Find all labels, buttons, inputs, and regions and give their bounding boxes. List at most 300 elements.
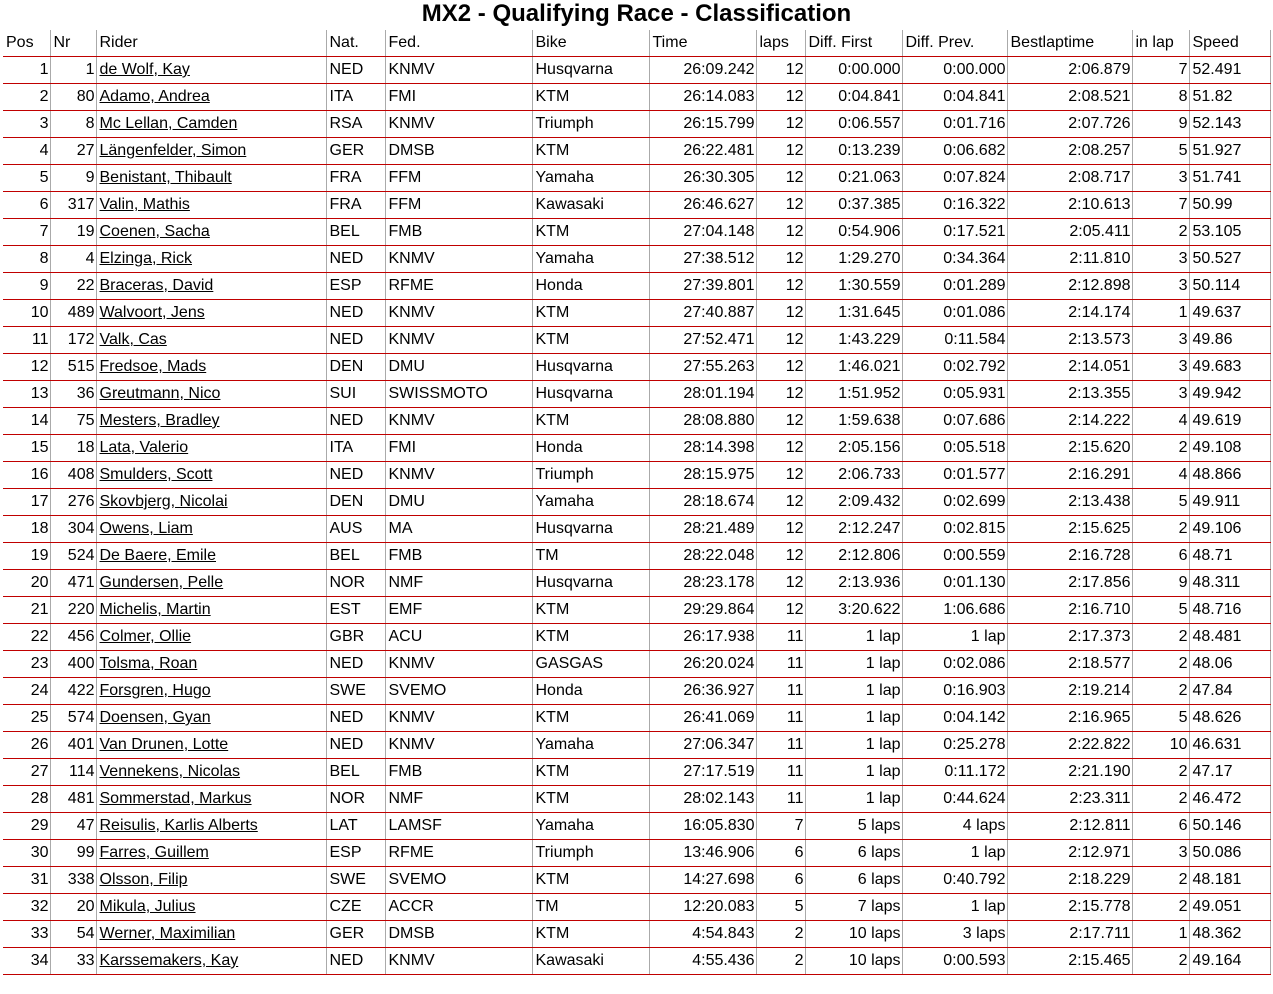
rider-link[interactable]: de Wolf, Kay [99, 61, 190, 78]
cell-time: 27:52.471 [649, 327, 756, 354]
rider-link[interactable]: Smulders, Scott [99, 466, 213, 483]
cell-in-lap: 5 [1132, 489, 1189, 516]
cell-pos: 4 [3, 138, 50, 165]
cell-diff-first: 2:13.936 [805, 570, 902, 597]
cell-time: 27:38.512 [649, 246, 756, 273]
cell-in-lap: 6 [1132, 813, 1189, 840]
cell-speed: 49.164 [1189, 948, 1270, 975]
cell-rider [96, 219, 326, 246]
rider-link[interactable]: Gundersen, Pelle [99, 574, 224, 591]
rider-link[interactable]: Greutmann, Nico [99, 385, 221, 402]
table-row [3, 678, 1270, 705]
table-row [3, 219, 1270, 246]
cell-nr: 471 [50, 570, 96, 597]
cell-in-lap: 1 [1132, 300, 1189, 327]
cell-nat: NED [326, 651, 385, 678]
rider-link[interactable]: Benistant, Thibault [99, 169, 232, 186]
cell-in-lap: 8 [1132, 84, 1189, 111]
cell-in-lap: 2 [1132, 219, 1189, 246]
table-row [3, 462, 1270, 489]
cell-bestlaptime: 2:08.717 [1007, 165, 1132, 192]
cell-rider [96, 732, 326, 759]
cell-time: 26:14.083 [649, 84, 756, 111]
rider-link[interactable]: Mc Lellan, Camden [99, 115, 238, 132]
cell-diff-first: 0:06.557 [805, 111, 902, 138]
cell-laps: 12 [756, 435, 805, 462]
cell-nat: SWE [326, 678, 385, 705]
cell-diff-first: 0:54.906 [805, 219, 902, 246]
rider-link[interactable]: Sommerstad, Markus [99, 790, 252, 807]
cell-rider [96, 786, 326, 813]
cell-diff-prev: 1:06.686 [902, 597, 1007, 624]
cell-diff-prev: 0:16.903 [902, 678, 1007, 705]
cell-fed: KNMV [385, 408, 532, 435]
cell-diff-prev: 4 laps [902, 813, 1007, 840]
cell-nr: 408 [50, 462, 96, 489]
cell-pos: 23 [3, 651, 50, 678]
rider-link[interactable]: Skovbjerg, Nicolai [99, 493, 228, 510]
cell-nat: DEN [326, 354, 385, 381]
cell-fed: RFME [385, 273, 532, 300]
cell-speed: 48.71 [1189, 543, 1270, 570]
cell-rider [96, 678, 326, 705]
cell-diff-first: 2:05.156 [805, 435, 902, 462]
rider-link[interactable]: Fredsoe, Mads [99, 358, 207, 375]
rider-link[interactable]: Braceras, David [99, 277, 214, 294]
cell-laps: 6 [756, 840, 805, 867]
cell-nr: 99 [50, 840, 96, 867]
cell-time: 27:06.347 [649, 732, 756, 759]
cell-diff-first: 1 lap [805, 759, 902, 786]
cell-in-lap: 6 [1132, 543, 1189, 570]
cell-bestlaptime: 2:13.438 [1007, 489, 1132, 516]
cell-fed: SWISSMOTO [385, 381, 532, 408]
cell-pos: 27 [3, 759, 50, 786]
cell-diff-first: 2:06.733 [805, 462, 902, 489]
cell-pos: 3 [3, 111, 50, 138]
cell-bike: KTM [532, 921, 649, 948]
cell-bestlaptime: 2:16.728 [1007, 543, 1132, 570]
cell-nr: 276 [50, 489, 96, 516]
cell-pos: 15 [3, 435, 50, 462]
cell-rider [96, 516, 326, 543]
rider-link[interactable]: Michelis, Martin [99, 601, 211, 618]
rider-link[interactable]: Karssemakers, Kay [99, 952, 239, 969]
cell-pos: 29 [3, 813, 50, 840]
cell-in-lap: 1 [1132, 921, 1189, 948]
cell-diff-prev: 0:07.686 [902, 408, 1007, 435]
cell-bike: Triumph [532, 840, 649, 867]
cell-laps: 11 [756, 651, 805, 678]
cell-bestlaptime: 2:12.811 [1007, 813, 1132, 840]
cell-laps: 12 [756, 219, 805, 246]
rider-link[interactable]: Tolsma, Roan [99, 655, 198, 672]
cell-in-lap: 2 [1132, 678, 1189, 705]
cell-bike: Yamaha [532, 732, 649, 759]
cell-speed: 50.146 [1189, 813, 1270, 840]
cell-speed: 52.143 [1189, 111, 1270, 138]
cell-pos: 28 [3, 786, 50, 813]
rider-link[interactable]: Farres, Guillem [99, 844, 209, 861]
cell-laps: 11 [756, 678, 805, 705]
cell-bestlaptime: 2:18.229 [1007, 867, 1132, 894]
col-header-laps: laps [756, 30, 805, 57]
cell-in-lap: 3 [1132, 246, 1189, 273]
rider-link[interactable]: Olsson, Filip [99, 871, 188, 888]
cell-fed: MA [385, 516, 532, 543]
cell-diff-first: 2:12.247 [805, 516, 902, 543]
cell-pos: 18 [3, 516, 50, 543]
cell-fed: DMU [385, 489, 532, 516]
cell-diff-first: 0:37.385 [805, 192, 902, 219]
cell-rider [96, 327, 326, 354]
cell-time: 27:40.887 [649, 300, 756, 327]
cell-nat: EST [326, 597, 385, 624]
cell-time: 28:23.178 [649, 570, 756, 597]
cell-pos: 2 [3, 84, 50, 111]
cell-bike: TM [532, 543, 649, 570]
cell-laps: 7 [756, 813, 805, 840]
cell-time: 14:27.698 [649, 867, 756, 894]
cell-pos: 24 [3, 678, 50, 705]
cell-bestlaptime: 2:12.898 [1007, 273, 1132, 300]
cell-fed: NMF [385, 786, 532, 813]
cell-time: 26:46.627 [649, 192, 756, 219]
cell-speed: 50.086 [1189, 840, 1270, 867]
cell-speed: 48.362 [1189, 921, 1270, 948]
cell-bestlaptime: 2:16.291 [1007, 462, 1132, 489]
table-row [3, 408, 1270, 435]
cell-fed: KNMV [385, 300, 532, 327]
cell-speed: 48.481 [1189, 624, 1270, 651]
cell-laps: 12 [756, 192, 805, 219]
cell-fed: FMI [385, 435, 532, 462]
cell-fed: DMSB [385, 138, 532, 165]
cell-nr: 489 [50, 300, 96, 327]
cell-bike: TM [532, 894, 649, 921]
table-row [3, 192, 1270, 219]
cell-laps: 12 [756, 246, 805, 273]
rider-link[interactable]: Owens, Liam [99, 520, 193, 537]
cell-time: 26:41.069 [649, 705, 756, 732]
cell-nat: ITA [326, 84, 385, 111]
cell-in-lap: 9 [1132, 111, 1189, 138]
cell-bike: Husqvarna [532, 570, 649, 597]
cell-speed: 48.866 [1189, 462, 1270, 489]
cell-speed: 49.683 [1189, 354, 1270, 381]
cell-rider [96, 246, 326, 273]
cell-diff-first: 0:00.000 [805, 57, 902, 84]
cell-rider [96, 462, 326, 489]
cell-fed: KNMV [385, 462, 532, 489]
rider-link[interactable]: Mikula, Julius [99, 898, 196, 915]
cell-speed: 49.619 [1189, 408, 1270, 435]
cell-bike: Husqvarna [532, 381, 649, 408]
cell-laps: 11 [756, 732, 805, 759]
cell-nat: NED [326, 408, 385, 435]
table-row [3, 273, 1270, 300]
cell-fed: ACCR [385, 894, 532, 921]
cell-laps: 12 [756, 408, 805, 435]
cell-diff-prev: 1 lap [902, 624, 1007, 651]
cell-laps: 5 [756, 894, 805, 921]
table-row [3, 246, 1270, 273]
cell-bestlaptime: 2:21.190 [1007, 759, 1132, 786]
cell-bike: Triumph [532, 111, 649, 138]
cell-nr: 524 [50, 543, 96, 570]
rider-link[interactable]: Längenfelder, Simon [99, 142, 247, 159]
cell-nr: 401 [50, 732, 96, 759]
cell-diff-prev: 1 lap [902, 840, 1007, 867]
cell-nr: 19 [50, 219, 96, 246]
cell-bike: Husqvarna [532, 57, 649, 84]
cell-diff-first: 7 laps [805, 894, 902, 921]
cell-pos: 13 [3, 381, 50, 408]
cell-speed: 49.106 [1189, 516, 1270, 543]
cell-laps: 12 [756, 300, 805, 327]
cell-nr: 36 [50, 381, 96, 408]
cell-bestlaptime: 2:17.373 [1007, 624, 1132, 651]
cell-nr: 220 [50, 597, 96, 624]
cell-bestlaptime: 2:15.778 [1007, 894, 1132, 921]
cell-in-lap: 9 [1132, 570, 1189, 597]
cell-fed: KNMV [385, 948, 532, 975]
cell-in-lap: 2 [1132, 516, 1189, 543]
cell-in-lap: 3 [1132, 354, 1189, 381]
cell-speed: 50.527 [1189, 246, 1270, 273]
table-row [3, 867, 1270, 894]
rider-link[interactable]: Vennekens, Nicolas [99, 763, 241, 780]
cell-fed: SVEMO [385, 678, 532, 705]
cell-nat: NOR [326, 570, 385, 597]
cell-fed: LAMSF [385, 813, 532, 840]
cell-laps: 2 [756, 948, 805, 975]
rider-link[interactable]: Reisulis, Karlis Alberts [99, 817, 258, 834]
cell-fed: FFM [385, 165, 532, 192]
cell-diff-prev: 0:00.559 [902, 543, 1007, 570]
rider-link[interactable]: Mesters, Bradley [99, 412, 220, 429]
cell-pos: 22 [3, 624, 50, 651]
cell-fed: EMF [385, 597, 532, 624]
cell-fed: FMB [385, 219, 532, 246]
cell-diff-prev: 0:02.086 [902, 651, 1007, 678]
cell-laps: 12 [756, 273, 805, 300]
cell-in-lap: 2 [1132, 948, 1189, 975]
cell-speed: 47.17 [1189, 759, 1270, 786]
cell-bike: KTM [532, 327, 649, 354]
table-row [3, 84, 1270, 111]
cell-nat: NOR [326, 786, 385, 813]
cell-fed: FMB [385, 543, 532, 570]
cell-bestlaptime: 2:18.577 [1007, 651, 1132, 678]
cell-rider [96, 84, 326, 111]
cell-bestlaptime: 2:15.625 [1007, 516, 1132, 543]
cell-nr: 481 [50, 786, 96, 813]
cell-in-lap: 2 [1132, 651, 1189, 678]
cell-speed: 51.927 [1189, 138, 1270, 165]
cell-in-lap: 7 [1132, 57, 1189, 84]
rider-link[interactable]: Adamo, Andrea [99, 88, 210, 105]
cell-rider [96, 354, 326, 381]
cell-laps: 11 [756, 759, 805, 786]
cell-fed: FMB [385, 759, 532, 786]
cell-time: 28:01.194 [649, 381, 756, 408]
table-row [3, 57, 1270, 84]
table-row [3, 165, 1270, 192]
cell-bike: Kawasaki [532, 192, 649, 219]
cell-rider [96, 705, 326, 732]
cell-pos: 9 [3, 273, 50, 300]
cell-time: 26:30.305 [649, 165, 756, 192]
cell-time: 28:18.674 [649, 489, 756, 516]
cell-fed: DMSB [385, 921, 532, 948]
cell-nat: BEL [326, 219, 385, 246]
cell-rider [96, 651, 326, 678]
cell-nat: NED [326, 327, 385, 354]
cell-bestlaptime: 2:15.620 [1007, 435, 1132, 462]
cell-diff-prev: 0:01.289 [902, 273, 1007, 300]
cell-speed: 49.108 [1189, 435, 1270, 462]
cell-speed: 50.99 [1189, 192, 1270, 219]
cell-nat: DEN [326, 489, 385, 516]
cell-diff-prev: 0:17.521 [902, 219, 1007, 246]
cell-nr: 80 [50, 84, 96, 111]
cell-speed: 48.716 [1189, 597, 1270, 624]
cell-laps: 11 [756, 705, 805, 732]
cell-diff-prev: 3 laps [902, 921, 1007, 948]
cell-bike: KTM [532, 786, 649, 813]
cell-diff-first: 1:51.952 [805, 381, 902, 408]
cell-diff-prev: 0:01.577 [902, 462, 1007, 489]
cell-bestlaptime: 2:11.810 [1007, 246, 1132, 273]
cell-bestlaptime: 2:22.822 [1007, 732, 1132, 759]
rider-link[interactable]: Valin, Mathis [99, 196, 190, 213]
cell-diff-first: 1:30.559 [805, 273, 902, 300]
cell-speed: 48.06 [1189, 651, 1270, 678]
col-header-fed: Fed. [385, 30, 532, 57]
rider-link[interactable]: De Baere, Emile [99, 547, 216, 564]
cell-in-lap: 3 [1132, 165, 1189, 192]
cell-pos: 11 [3, 327, 50, 354]
cell-laps: 12 [756, 165, 805, 192]
cell-time: 26:17.938 [649, 624, 756, 651]
table-row [3, 840, 1270, 867]
table-row [3, 138, 1270, 165]
col-header-pos: Pos [3, 30, 50, 57]
cell-diff-first: 1:31.645 [805, 300, 902, 327]
table-row [3, 516, 1270, 543]
cell-bestlaptime: 2:14.222 [1007, 408, 1132, 435]
cell-nr: 27 [50, 138, 96, 165]
cell-diff-prev: 0:16.322 [902, 192, 1007, 219]
cell-diff-prev: 0:01.130 [902, 570, 1007, 597]
cell-time: 12:20.083 [649, 894, 756, 921]
cell-nat: NED [326, 705, 385, 732]
cell-speed: 48.626 [1189, 705, 1270, 732]
classification-table [3, 30, 1271, 975]
cell-bike: KTM [532, 219, 649, 246]
cell-time: 27:39.801 [649, 273, 756, 300]
cell-rider [96, 300, 326, 327]
rider-link[interactable]: Forsgren, Hugo [99, 682, 211, 699]
cell-nr: 54 [50, 921, 96, 948]
cell-diff-prev: 0:04.841 [902, 84, 1007, 111]
rider-link[interactable]: Valk, Cas [99, 331, 167, 348]
cell-time: 26:22.481 [649, 138, 756, 165]
cell-nat: NED [326, 948, 385, 975]
cell-diff-first: 1 lap [805, 678, 902, 705]
cell-diff-first: 0:13.239 [805, 138, 902, 165]
cell-laps: 12 [756, 489, 805, 516]
cell-time: 28:15.975 [649, 462, 756, 489]
rider-link[interactable]: Walvoort, Jens [99, 304, 205, 321]
table-row [3, 732, 1270, 759]
rider-link[interactable]: Lata, Valerio [99, 439, 189, 456]
rider-link[interactable]: Elzinga, Rick [99, 250, 192, 267]
cell-fed: KNMV [385, 705, 532, 732]
cell-bestlaptime: 2:19.214 [1007, 678, 1132, 705]
cell-diff-first: 2:09.432 [805, 489, 902, 516]
rider-link[interactable]: Doensen, Gyan [99, 709, 211, 726]
cell-in-lap: 3 [1132, 273, 1189, 300]
cell-diff-prev: 1 lap [902, 894, 1007, 921]
cell-speed: 46.631 [1189, 732, 1270, 759]
rider-link[interactable]: Coenen, Sacha [99, 223, 210, 240]
rider-link[interactable]: Werner, Maximilian [99, 925, 236, 942]
cell-diff-first: 0:04.841 [805, 84, 902, 111]
cell-diff-prev: 0:06.682 [902, 138, 1007, 165]
cell-nat: LAT [326, 813, 385, 840]
cell-fed: KNMV [385, 651, 532, 678]
cell-bestlaptime: 2:13.355 [1007, 381, 1132, 408]
cell-bike: Yamaha [532, 246, 649, 273]
cell-bestlaptime: 2:23.311 [1007, 786, 1132, 813]
cell-bike: Yamaha [532, 813, 649, 840]
cell-diff-first: 10 laps [805, 948, 902, 975]
cell-speed: 46.472 [1189, 786, 1270, 813]
cell-bike: KTM [532, 759, 649, 786]
cell-laps: 12 [756, 111, 805, 138]
cell-fed: RFME [385, 840, 532, 867]
table-row [3, 705, 1270, 732]
cell-bike: Honda [532, 435, 649, 462]
rider-link[interactable]: Colmer, Ollie [99, 628, 192, 645]
cell-laps: 6 [756, 867, 805, 894]
cell-diff-first: 1 lap [805, 705, 902, 732]
cell-speed: 47.84 [1189, 678, 1270, 705]
table-header-row [3, 30, 1270, 57]
cell-pos: 16 [3, 462, 50, 489]
rider-link[interactable]: Van Drunen, Lotte [99, 736, 229, 753]
cell-in-lap: 5 [1132, 138, 1189, 165]
cell-time: 26:20.024 [649, 651, 756, 678]
cell-pos: 19 [3, 543, 50, 570]
table-row [3, 894, 1270, 921]
cell-bike: Kawasaki [532, 948, 649, 975]
cell-rider [96, 192, 326, 219]
cell-speed: 49.86 [1189, 327, 1270, 354]
cell-bestlaptime: 2:05.411 [1007, 219, 1132, 246]
col-header-in-lap: in lap [1132, 30, 1189, 57]
cell-speed: 53.105 [1189, 219, 1270, 246]
cell-rider [96, 570, 326, 597]
cell-bike: Husqvarna [532, 516, 649, 543]
cell-fed: SVEMO [385, 867, 532, 894]
col-header-nat: Nat. [326, 30, 385, 57]
cell-speed: 48.181 [1189, 867, 1270, 894]
col-header-rider: Rider [96, 30, 326, 57]
cell-rider [96, 138, 326, 165]
